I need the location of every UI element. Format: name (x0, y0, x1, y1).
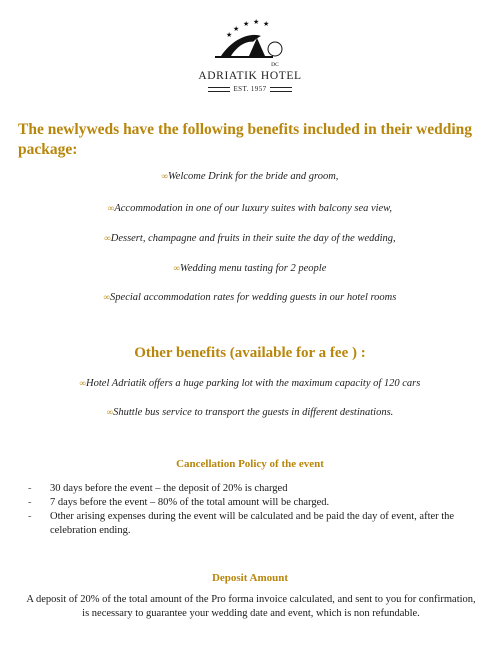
list-item-text: 30 days before the event – the deposit of 20% is charged (50, 483, 288, 494)
other-benefit-item (0, 378, 500, 389)
svg-text:★: ★ (263, 20, 270, 28)
benefit-text: Special accommodation rates for wedding guests in our hotel rooms (110, 292, 397, 303)
infinity-icon: ∞ (173, 263, 181, 273)
intro-heading: The newlyweds have the following benefits included in their wedding package: (18, 121, 472, 158)
infinity-icon: ∞ (106, 407, 114, 417)
logo-rule-left (208, 87, 230, 92)
list-item (28, 496, 488, 510)
dash-bullet: - (28, 497, 32, 508)
benefit-text: Accommodation in one of our luxury suites with balcony sea view, (114, 203, 393, 214)
dash-bullet: - (28, 511, 32, 522)
logo-est-text: EST. 1957 (233, 85, 267, 93)
logo-badge: DC (271, 62, 279, 68)
list-item (28, 482, 488, 496)
benefit-item (0, 203, 500, 214)
logo-name: ADRIATIK HOTEL (198, 70, 302, 82)
benefit-item (0, 292, 500, 303)
svg-text:★: ★ (253, 18, 260, 26)
list-item-text: Other arising expenses during the event will be calculated and be paid the day of event, after the celebration ending. (50, 511, 455, 536)
hotel-logo (0, 18, 500, 98)
infinity-icon: ∞ (161, 171, 168, 181)
other-benefit-item (0, 407, 500, 418)
benefit-item (0, 233, 500, 244)
logo-rule-right (270, 87, 292, 92)
other-benefits-heading: Other benefits (available for a fee ) : (134, 345, 366, 361)
svg-text:★: ★ (243, 20, 250, 28)
svg-text:★: ★ (226, 31, 233, 39)
list-item-text: 7 days before the event – 80% of the total amount will be charged. (50, 497, 330, 508)
benefit-text: Dessert, champagne and fruits in their suite the day of the wedding, (110, 233, 396, 244)
infinity-icon: ∞ (104, 233, 111, 243)
svg-text:★: ★ (233, 25, 240, 33)
logo-established (0, 85, 500, 93)
benefit-text: Wedding menu tasting for 2 people (180, 263, 327, 274)
benefit-item (0, 171, 500, 182)
infinity-icon: ∞ (79, 378, 87, 388)
other-benefit-text: Hotel Adriatik offers a huge parking lot with the maximum capacity of 120 cars (86, 378, 421, 389)
infinity-icon: ∞ (107, 203, 115, 213)
dash-bullet: - (28, 483, 32, 494)
other-benefit-text: Shuttle bus service to transport the guests in different destinations. (113, 407, 394, 418)
benefit-text: Welcome Drink for the bride and groom, (168, 171, 339, 182)
benefit-item (0, 263, 500, 274)
cancellation-heading: Cancellation Policy of the event (176, 458, 324, 470)
deposit-heading: Deposit Amount (211, 572, 289, 584)
list-item (28, 510, 488, 538)
cancellation-list (28, 482, 488, 538)
infinity-icon: ∞ (103, 292, 111, 302)
deposit-text: A deposit of 20% of the total amount of the Pro forma invoice calculated, and sent to you for confirmation, is necessary to guarantee your wedding date and event, which is non refundable. (26, 594, 476, 619)
